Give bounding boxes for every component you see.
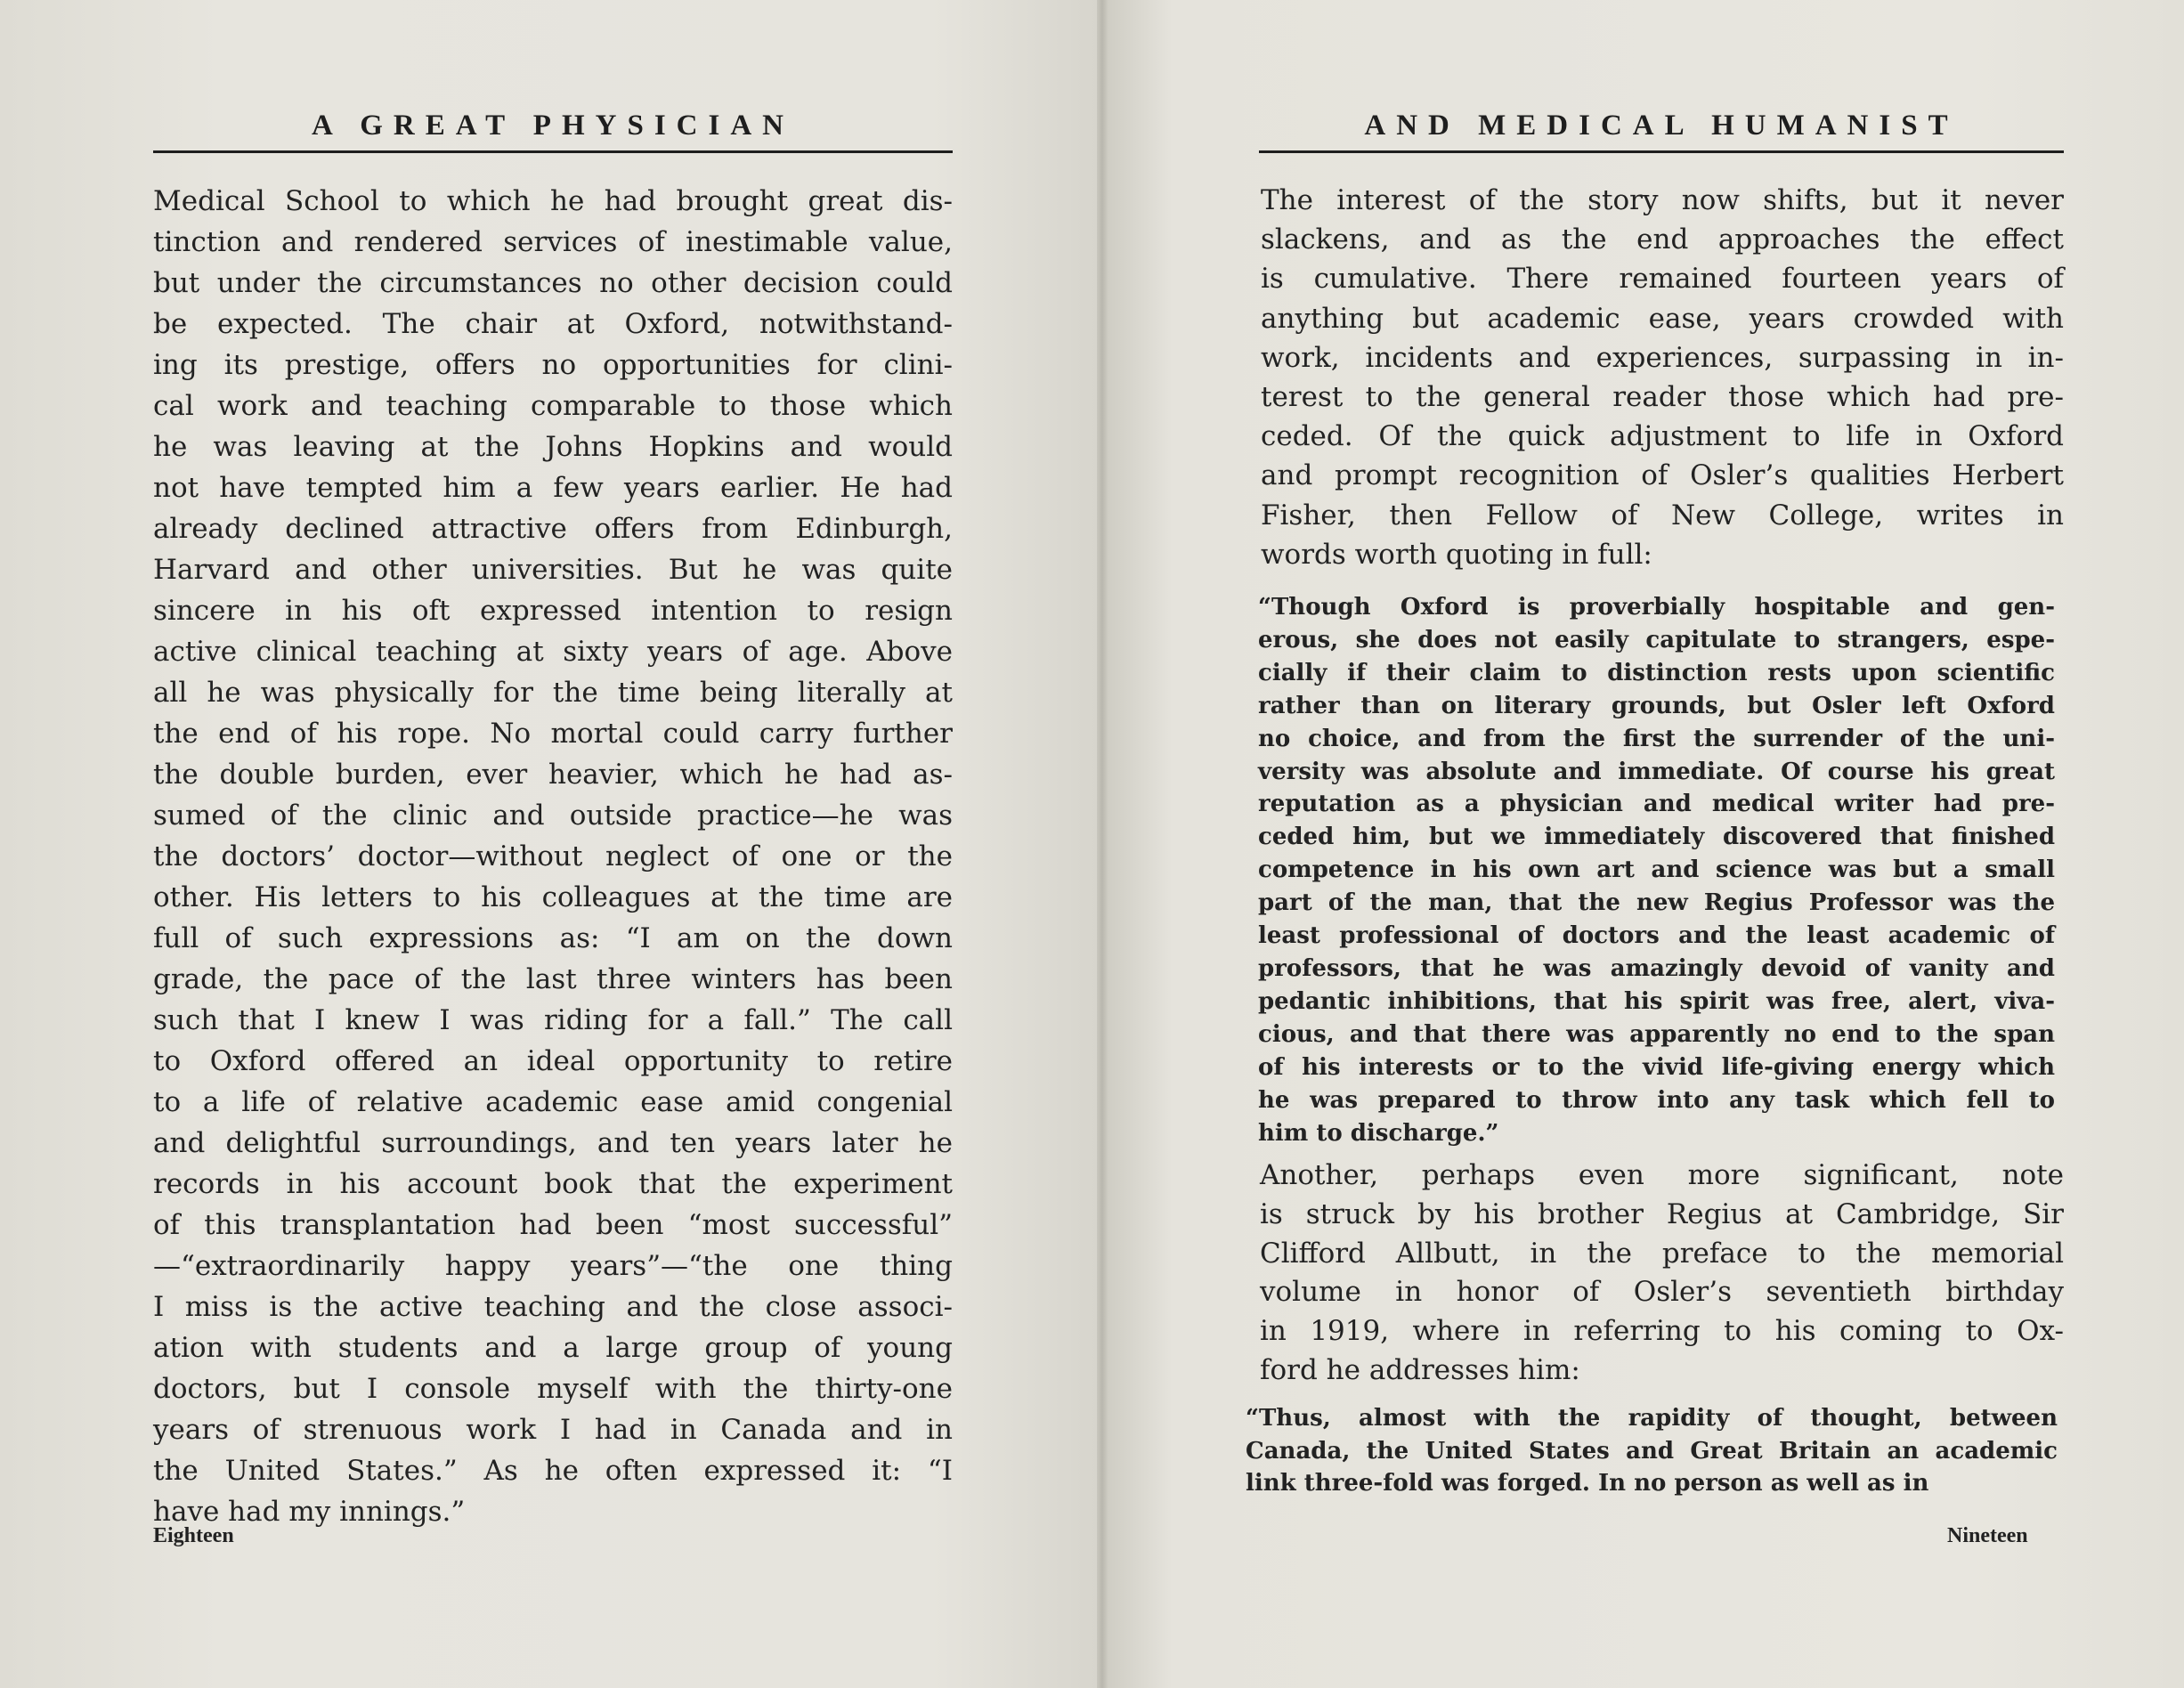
text-line: have had my innings.” (153, 1496, 466, 1528)
text-line: ceded him, but we immediately discovered that finished (1258, 824, 2055, 851)
text-line: terest to the general reader those which had pre- (1261, 381, 2064, 414)
text-line: cal work and teaching comparable to those which (153, 390, 953, 422)
text-line: active clinical teaching at sixty years of age. Above (153, 636, 953, 668)
text-line: he was leaving at the Johns Hopkins and would (153, 431, 953, 463)
text-line: is cumulative. There remained fourteen years of (1261, 263, 2064, 296)
text-line: years of strenuous work I had in Canada and in (153, 1414, 953, 1446)
text-line: work, incidents and experiences, surpassing in in- (1261, 341, 2064, 374)
text-line: the double burden, ever heavier, which he had as- (153, 759, 953, 791)
text-line: Medical School to which he had brought great dis- (153, 185, 953, 217)
text-line: slackens, and as the end approaches the effect (1261, 223, 2064, 256)
text-line: ing its prestige, offers no opportunities for clini- (153, 349, 953, 381)
page-number-right: Nineteen (1947, 1524, 2028, 1547)
text-line: reputation as a physician and medical writer had pre- (1258, 791, 2055, 818)
text-line: cially if their claim to distinction rests upon scientific (1258, 659, 2055, 686)
text-line: and delightful surroundings, and ten years later he (153, 1127, 953, 1159)
text-line: part of the man, that the new Regius Professor was the (1258, 889, 2055, 917)
text-line: —“extraordinarily happy years”—“the one thing (153, 1250, 953, 1282)
text-line: link three-fold was forged. In no person as well as in (1246, 1470, 1929, 1497)
text-line: full of such expressions as: “I am on the down (153, 922, 953, 954)
text-line: not have tempted him a few years earlier. He had (153, 472, 953, 504)
text-line: anything but academic ease, years crowded with (1261, 302, 2064, 335)
running-header-right: AND MEDICAL HUMANIST (1259, 110, 2064, 153)
text-line: of this transplantation had been “most successful” (153, 1209, 953, 1241)
text-line: doctors, but I console myself with the thirty-one (153, 1373, 953, 1405)
text-line: grade, the pace of the last three winters has been (153, 963, 953, 995)
text-line: The interest of the story now shifts, but it never (1261, 184, 2064, 216)
text-line: sincere in his oft expressed intention to resign (153, 595, 953, 627)
text-line: ceded. Of the quick adjustment to life in Oxford (1261, 420, 2064, 453)
text-line: erous, she does not easily capitulate to strangers, espe- (1258, 626, 2055, 653)
text-line: tinction and rendered services of inestimable value, (153, 226, 953, 258)
text-line: no choice, and from the first the surrender of the uni- (1258, 725, 2055, 752)
text-line: cious, and that there was apparently no end to the span (1258, 1020, 2055, 1048)
right-paragraph-2 (1260, 1156, 2064, 1391)
text-line: Another, perhaps even more significant, note (1260, 1159, 2064, 1191)
page-number-left: Eighteen (153, 1524, 234, 1547)
text-line: “Though Oxford is proverbially hospitable and gen- (1258, 594, 2055, 621)
text-line: other. His letters to his colleagues at the time are (153, 881, 953, 913)
text-line: him to discharge.” (1258, 1119, 1499, 1147)
text-line: he was prepared to throw into any task which fell to (1258, 1086, 2055, 1114)
text-line: Fisher, then Fellow of New College, writes in (1261, 499, 2064, 532)
right-paragraph-1 (1261, 181, 2064, 574)
text-line: to Oxford offered an ideal opportunity to retire (153, 1045, 953, 1077)
text-line: the doctors’ doctor—without neglect of one or the (153, 840, 953, 872)
text-line: words worth quoting in full: (1261, 538, 1652, 571)
left-body-text (153, 181, 953, 1532)
text-line: but under the circumstances no other decision could (153, 267, 953, 299)
text-line: volume in honor of Osler’s seventieth birthday (1260, 1276, 2064, 1309)
text-line: to a life of relative academic ease amid congenial (153, 1086, 953, 1118)
text-line: the United States.” As he often expressed it: “I (153, 1455, 953, 1487)
text-line: the end of his rope. No mortal could carry further (153, 718, 953, 750)
text-line: such that I knew I was riding for a fall.” The call (153, 1004, 953, 1036)
text-line: least professional of doctors and the least academic of (1258, 922, 2055, 950)
text-line: pedantic inhibitions, that his spirit was free, alert, viva- (1258, 987, 2055, 1015)
text-line: is struck by his brother Regius at Cambridge, Sir (1260, 1197, 2064, 1230)
text-line: all he was physically for the time being literally at (153, 677, 953, 709)
text-line: and prompt recognition of Osler’s qualities Herbert (1261, 459, 2064, 492)
text-line: ation with students and a large group of young (153, 1332, 953, 1364)
text-line: in 1919, where in referring to his coming to Ox- (1260, 1315, 2064, 1348)
running-header-left: A GREAT PHYSICIAN (153, 110, 953, 153)
text-line: rather than on literary grounds, but Osler left Oxford (1258, 692, 2055, 719)
text-line: Harvard and other universities. But he was quite (153, 554, 953, 586)
book-gutter (1097, 0, 1108, 1688)
text-line: ford he addresses him: (1260, 1353, 1580, 1386)
text-line: “Thus, almost with the rapidity of thought, between (1246, 1405, 2058, 1432)
text-line: professors, that he was amazingly devoid of vanity and (1258, 954, 2055, 982)
text-line: Canada, the United States and Great Britain an academic (1246, 1437, 2058, 1465)
text-line: versity was absolute and immediate. Of course his great (1258, 758, 2055, 785)
text-line: sumed of the clinic and outside practice—he was (153, 799, 953, 832)
text-line: I miss is the active teaching and the close associ- (153, 1291, 953, 1323)
text-line: be expected. The chair at Oxford, notwithstand- (153, 308, 953, 340)
text-line: already declined attractive offers from Edinburgh, (153, 513, 953, 545)
fisher-quotation (1258, 591, 2055, 1149)
right-page (1108, 0, 2184, 1688)
text-line: competence in his own art and science was but a small (1258, 856, 2055, 884)
text-line: Clifford Allbutt, in the preface to the memorial (1260, 1237, 2064, 1270)
text-line: records in his account book that the experiment (153, 1168, 953, 1200)
text-line: of his interests or to the vivid life-giving energy which (1258, 1053, 2055, 1081)
allbutt-quotation (1246, 1402, 2058, 1500)
